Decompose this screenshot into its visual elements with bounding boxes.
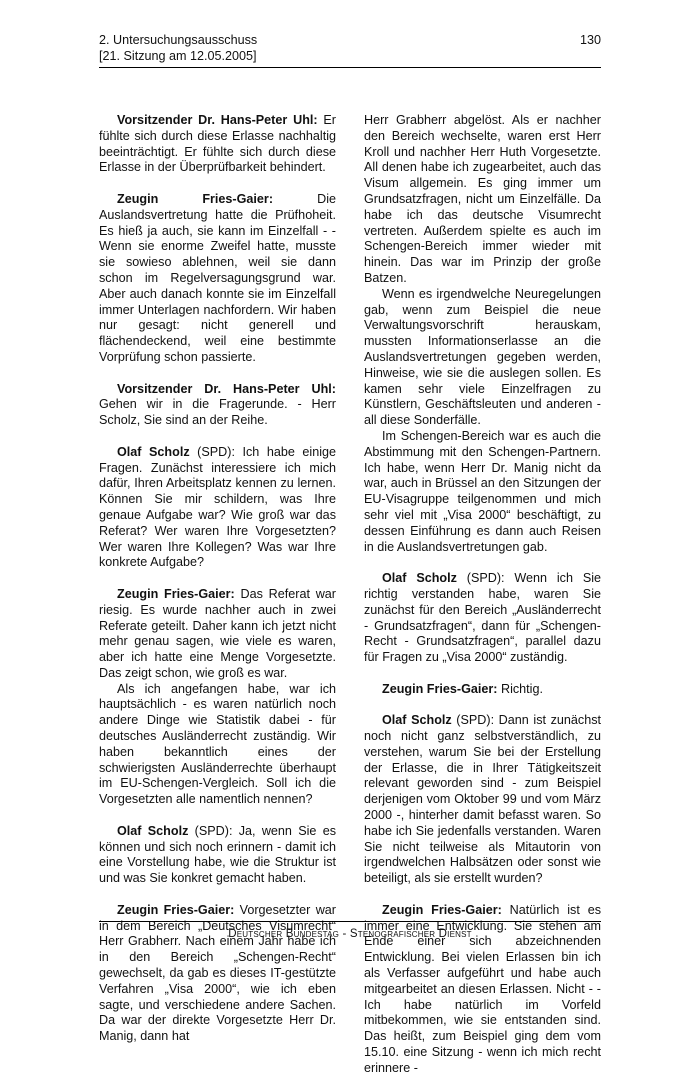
page-footer: Deutscher Bundestag - Stenografischer Dienst: [228, 928, 472, 940]
speaker-name: Olaf Scholz: [382, 571, 457, 586]
speaker-party: (SPD):: [456, 571, 505, 586]
transcript-paragraph: [364, 287, 601, 429]
committee-title: 2. Untersuchungsausschuss: [99, 33, 258, 47]
transcript-paragraph: [364, 571, 601, 666]
speaker-party: (SPD):: [188, 823, 233, 838]
speech-text: Wenn ich Sie richtig verstanden habe, waren Sie zunächst für den Bereich „Ausländerrecht - Grundsatzfragen“, dann für „Schengen-Recht - Grundsatzfragen“, parallel dazu für Fragen zu „Visa 2000“ zuständig.: [364, 571, 602, 665]
speaker-name: Zeugin Fries-Gaier:: [382, 902, 502, 917]
speech-text: Als ich angefangen habe, war ich hauptsächlich - es waren natürlich noch andere Dinge wie Statistik dabei - für deutsches Ausländerrecht zuständig. Wir haben bekanntlich eines der schwierigsten Ausländerrechte überhaupt im EU-Schengen-Vergleich. Soll ich die Vorgesetzten alle namentlich nennen?: [99, 681, 336, 807]
speech-text: Ja, wenn Sie es können und sich noch erinnern - damit ich eine Vorstellung habe, wie die Struktur ist und was Sie konkret gemacht haben.: [99, 823, 337, 886]
transcript-paragraph: [364, 113, 601, 287]
speaker-name: Olaf Scholz: [117, 823, 189, 838]
transcript-paragraph: [364, 713, 601, 887]
speaker-party: (SPD):: [189, 444, 235, 459]
speech-text: Ich habe einige Fragen. Zunächst interessiere ich mich dafür, Ihren Arbeitsplatz kennen zu lernen. Können Sie mir schildern, was Ihre genaue Aufgabe war? Wie groß war das Referat? Wer waren Ihre Vorgesetzten? Wer waren Ihre Kollegen? Was war Ihre konkrete Aufgabe?: [99, 444, 336, 570]
header-divider: [99, 67, 601, 68]
session-info: [21. Sitzung am 12.05.2005]: [99, 49, 257, 63]
speaker-name: Vorsitzender Dr. Hans-Peter Uhl:: [117, 113, 318, 127]
speech-text: Richtig.: [497, 681, 543, 696]
transcript-paragraph: [99, 113, 336, 176]
page-number: 130: [579, 33, 601, 47]
speaker-name: Zeugin Fries-Gaier:: [117, 586, 235, 601]
speaker-name: Zeugin Fries-Gaier:: [382, 681, 498, 696]
speaker-name: Zeugin Fries-Gaier:: [117, 902, 235, 917]
transcript-paragraph: [99, 445, 336, 571]
transcript-paragraph: [99, 824, 336, 887]
transcript-paragraph: [99, 682, 336, 808]
speaker-name: Vorsitzender Dr. Hans-Peter Uhl:: [117, 381, 336, 396]
left-column: [99, 113, 336, 1061]
speech-text: Natürlich ist es immer eine Entwicklung. Sie stehen am Ende einer sich abzeichnenden Entwicklung. Bei vielen Erlassen bin ich als Verfasser aufgeführt und habe auch mitgearbeitet an diesen Erlassen. Nicht - - Ich habe natürlich im Vorfeld mitbekommen, wie sie entstanden sind. Das heißt, zum Beispiel ging dem vom 15.10. eine Sitzung - wenn ich mich recht erinnere -: [364, 902, 601, 1075]
page-header: [99, 32, 601, 64]
transcript-paragraph: [99, 192, 336, 366]
speech-text: Gehen wir in die Fragerunde. - Herr Scholz, Sie sind an der Reihe.: [99, 397, 336, 428]
speech-text: Dann ist zunächst noch nicht ganz selbstverständlich, zu verstehen, warum Sie bei der Erstellung der Erlasse, die in Ihrer Tätigkeitszeit relevant geworden sind - zum Beispiel derjenigen vom Oktober 99 und vom März 2000 -, hinterher damit befasst waren. So habe ich Sie jedenfalls verstanden. Waren Sie nicht teilweise als Mitautorin von irgendwelchen Halbsätzen oder sonst wie beteiligt, als sie erstellt wurden?: [364, 713, 602, 886]
transcript-paragraph: [99, 587, 336, 682]
transcript-paragraph: [99, 382, 336, 429]
speaker-name: Olaf Scholz: [382, 713, 452, 728]
speech-text: Herr Grabherr abgelöst. Als er nachher den Bereich wechselte, waren erst Herr Kroll und nachher Herr Huth Vorgesetzte. All denen habe ich zugearbeitet, auch das Visum allgemein. Es ging immer um Grundsatzfragen, nicht um Einzelfälle. Da habe ich das deutsche Visumrecht vertreten. Außerdem spielte es auch im Schengen-Bereich immer wieder mit hinein. Das war im Prinzip der große Batzen.: [364, 113, 601, 285]
speech-text: Das Referat war riesig. Es wurde nachher auch in zwei Referate geteilt. Daher kann ich jetzt nicht mehr genau sagen, wie viele es waren, aber ich hatte eine Menge Vorgesetzte. Das zeigt schon, wie groß es war.: [99, 586, 337, 680]
speech-text: Die Auslandsvertretung hatte die Prüfhoheit. Es hieß ja auch, sie kann im Einzelfall - - Wenn sie enorme Zweifel hatte, musste sie sowieso ablehnen, weil sie dann schon im Regelversagungsgrund war. Aber auch danach konnte sie im Einzelfall immer Unterlagen nachfordern. Wir haben nur gesagt: nicht generell und flächendeckend, weil eine bestimmte Vorprüfung schon passierte.: [99, 191, 336, 364]
speech-text: Er fühlte sich durch diese Erlasse nachhaltig beeinträchtigt. Er fühlte sich durch diese Erlasse in der Überprüfbarkeit behindert.: [99, 113, 336, 175]
transcript-paragraph: [364, 429, 601, 555]
speaker-party: (SPD):: [451, 713, 495, 728]
speaker-name: Olaf Scholz: [117, 444, 190, 459]
footer-divider: [99, 921, 601, 922]
right-column: [364, 113, 601, 1092]
speaker-name: Zeugin Fries-Gaier:: [117, 191, 274, 206]
speech-text: Wenn es irgendwelche Neuregelungen gab, wenn zum Beispiel die neue Verwaltungsvorschrift herauskam, mussten Informationserlasse an die Auslandsvertretungen gegeben werden, Hinweise, wie sie die auslegen sollen. Es kamen sehr viele Einzelfragen zu Künstlern, Geschäftsleuten und anderen - all diese Sonderfälle.: [364, 286, 601, 428]
speech-text: Im Schengen-Bereich war es auch die Abstimmung mit den Schengen-Partnern. Ich habe, wenn Herr Dr. Manig nicht da war, auch in Brüssel an den Sitzungen der EU-Visagruppe teilgenommen und mich sehr viel mit „Visa 2000“ beschäftigt, zu dessen Einführung es dann auch Reisen in die Auslandsvertretungen gab.: [364, 428, 601, 554]
transcript-paragraph: [99, 903, 336, 1045]
speech-text: Vorgesetzter war in dem Bereich „Deutsches Visumrecht“ Herr Grabherr. Nach einem Jahr habe ich in den Bereich „Schengen-Recht“ gewechselt, da gab es dieses IT-gestützte Verfahren „Visa 2000“, wie ich eben sagte, und verschiedene andere Sachen. Da war der direkte Vorgesetzte Herr Dr. Manig, dann hat: [99, 902, 336, 1044]
transcript-paragraph: [364, 682, 601, 698]
